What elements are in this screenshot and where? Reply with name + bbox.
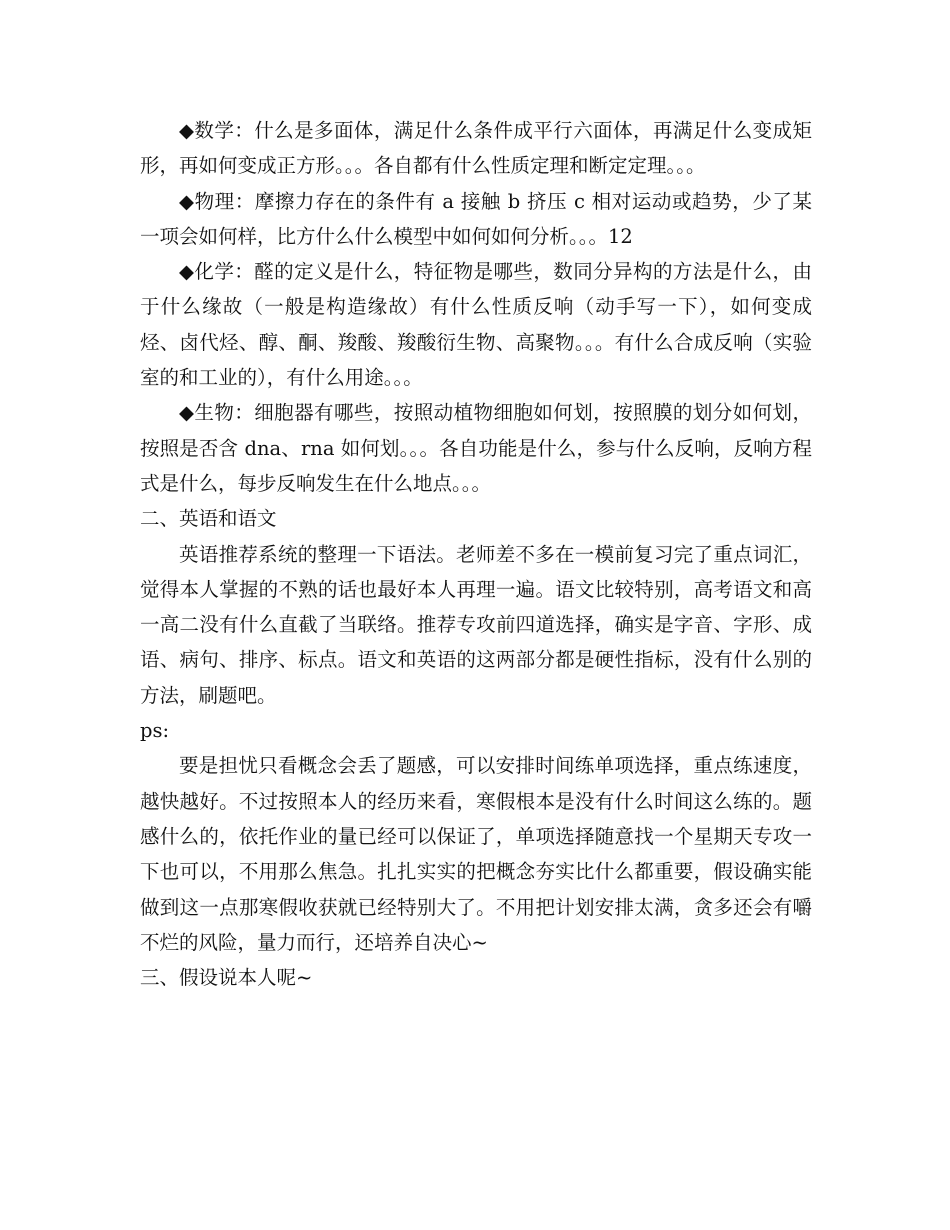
section-heading-english-chinese: 二、英语和语文 xyxy=(140,507,277,531)
english-chinese-paragraph: 英语推荐系统的整理一下语法。老师差不多在一模前复习完了重点词汇，觉得本人掌握的不熟的话也最好本人再理一遍。语文比较特别，高考语文和高一高二没有什么直截了当联络。推荐专攻前四道选择，确实是字音、字形、成语、病句、排序、标点。语文和英语的这两部分都是硬性指标，没有什么别的方法，刷题吧。 xyxy=(140,542,812,707)
physics-paragraph: ◆物理：摩擦力存在的条件有 a 接触 b 挤压 c 相对运动或趋势，少了某一项会如何样，比方什么什么模型中如何如何分析。。。12 xyxy=(140,189,812,248)
biology-paragraph: ◆生物：细胞器有哪些，按照动植物细胞如何划，按照膜的划分如何划，按照是否含 dna、rna 如何划。。。各自功能是什么，参与什么反响，反响方程式是什么，每步反响发生在什么地点。。。 xyxy=(140,401,812,495)
chemistry-paragraph: ◆化学：醛的定义是什么，特征物是哪些，数同分异构的方法是什么，由于什么缘故（一般是构造缘故）有什么性质反响（动手写一下），如何变成烃、卤代烃、醇、酮、羧酸、羧酸衍生物、高聚物。。。有什么合成反响（实验室的和工业的），有什么用途。。。 xyxy=(140,260,812,390)
ps-paragraph: 要是担忧只看概念会丢了题感，可以安排时间练单项选择，重点练速度，越快越好。不过按照本人的经历来看，寒假根本是没有什么时间这么练的。题感什么的，依托作业的量已经可以保证了，单项选择随意找一个星期天专攻一下也可以，不用那么焦急。扎扎实实的把概念夯实比什么都重要，假设确实能做到这一点那寒假收获就已经特别大了。不用把计划安排太满，贪多还会有嚼不烂的风险，量力而行，还培养自决心~ xyxy=(140,754,812,954)
document-page xyxy=(140,113,812,995)
ps-label: ps: xyxy=(140,719,170,743)
math-paragraph: ◆数学：什么是多面体，满足什么条件成平行六面体，再满足什么变成矩形，再如何变成正方形。。。各自都有什么性质定理和断定定理。。。 xyxy=(140,119,812,178)
section-heading-self: 三、假设说本人呢~ xyxy=(140,966,313,990)
